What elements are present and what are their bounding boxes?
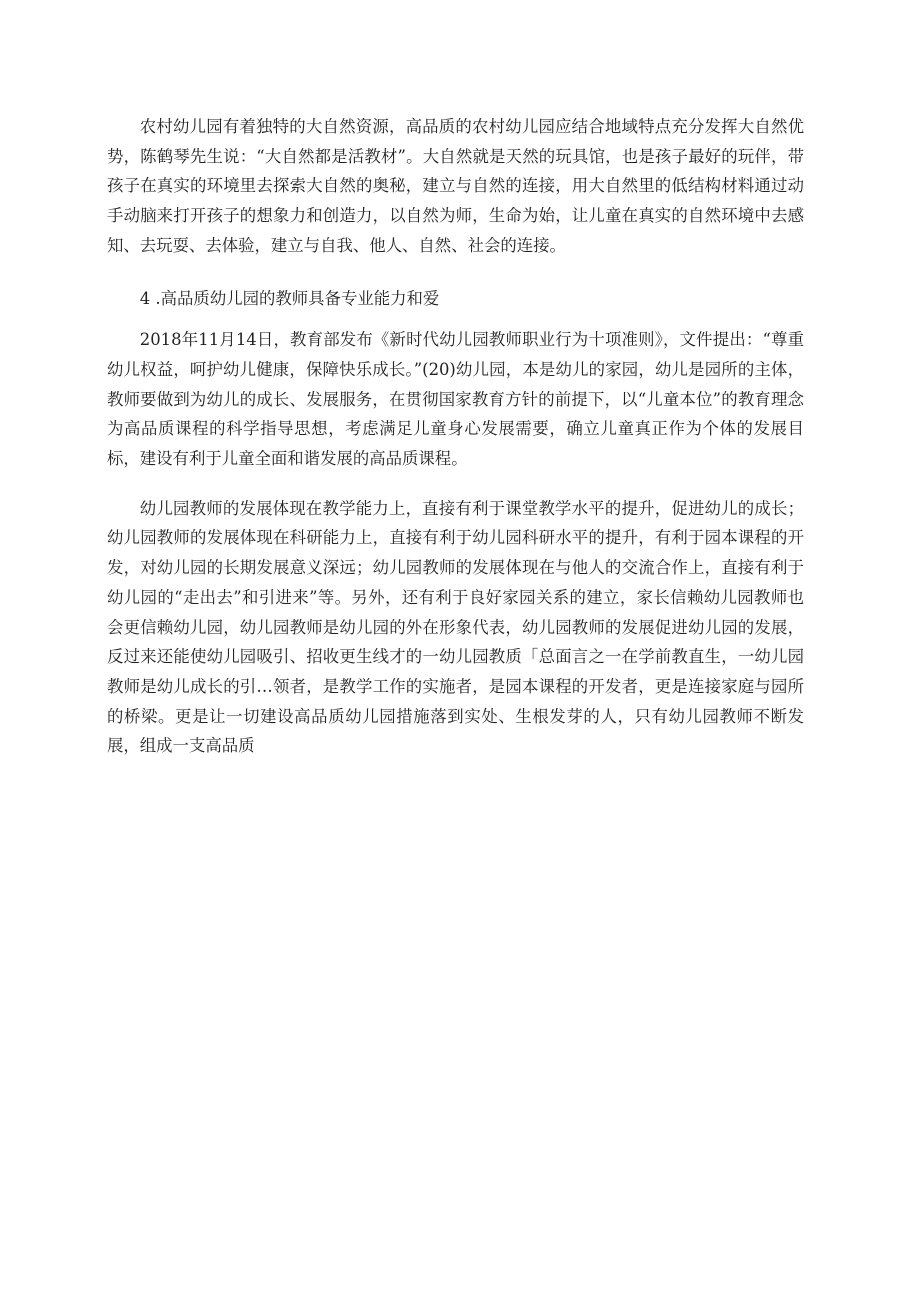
- paragraph-teacher-development: 幼儿园教师的发展体现在教学能力上，直接有利于课堂教学水平的提升，促进幼儿的成长；幼儿园教师的发展体现在科研能力上，直接有利于幼儿园科研水平的提升，有利于园本课程的开发，对幼儿园的长期发展意义深远；幼儿园教师的发展体现在与他人的交流合作上，直接有利于幼儿园的“走出去”和引进来”等。另外，还有利于良好家园关系的建立，家长信赖幼儿园教师也会更信赖幼儿园，幼儿园教师是幼儿园的外在形象代表，幼儿园教师的发展促进幼儿园的发展，反过来还能使幼儿园吸引、招收更生线才的一幼儿园教质「总面言之一在学前教直生，一幼儿园教师是幼儿成长的引…领者，是教学工作的实施者，是园本课程的开发者，更是连接家庭与园所的桥梁。更是让一切建设高品质幼儿园措施落到实处、生根发芽的人，只有幼儿园教师不断发展，组成一支高品质: [107, 498, 804, 756]
- document-page: [107, 112, 804, 761]
- section-heading-4: 4 .高品质幼儿园的教师具备专业能力和爱: [139, 288, 440, 308]
- paragraph-nature-resources: 农村幼儿园有着独特的大自然资源，高品质的农村幼儿园应结合地域特点充分发挥大自然优势，陈鹤琴先生说：“大自然都是活教材”。大自然就是天然的玩具馆，也是孩子最好的玩伴，带孩子在真实的环境里去探索大自然的奥秘，建立与自然的连接，用大自然里的低结构材料通过动手动脑来打开孩子的想象力和创造力，以自然为师，生命为始，让儿童在真实的自然环境中去感知、去玩耍、去体验，建立与自我、他人、自然、社会的连接。: [107, 117, 804, 255]
- paragraph-teacher-guidelines: 2018年11月14日，教育部发布《新时代幼儿园教师职业行为十项准则》，文件提出：“尊重幼儿权益，呵护幼儿健康，保障快乐成长。”(20)幼儿园，本是幼儿的家园，幼儿是园所的主体，教师要做到为幼儿的成长、发展服务，在贯彻国家教育方针的前提下，以“儿童本位”的教育理念为高品质课程的科学指导思想，考虑满足儿童身心发展需要，确立儿童真正作为个体的发展目标，建设有利于儿童全面和谐发展的高品质课程。: [107, 330, 804, 469]
